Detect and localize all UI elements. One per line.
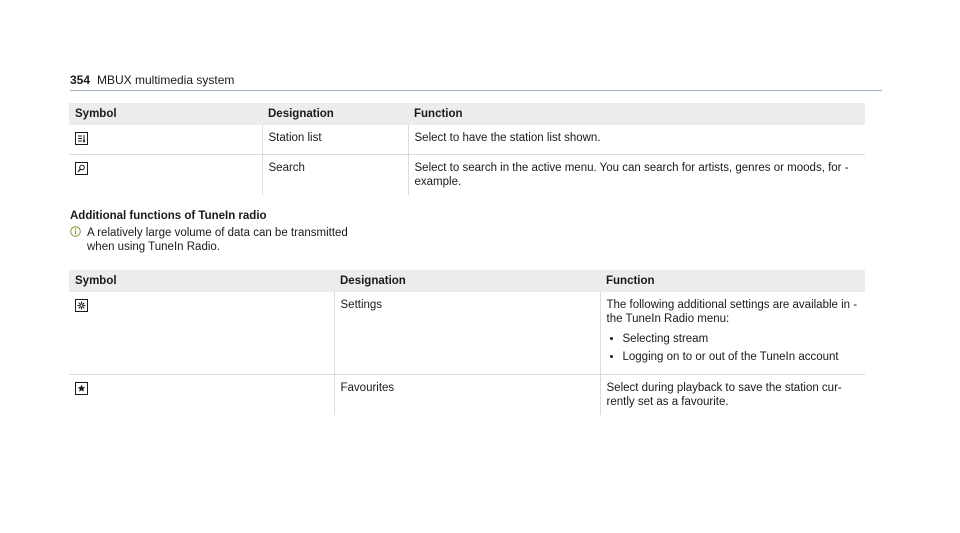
page-title: MBUX multimedia system [97, 73, 235, 87]
page-header [70, 72, 882, 91]
symbols-table-2 [69, 270, 865, 415]
section-title: Additional functions of TuneIn radio [70, 210, 267, 222]
designation-cell: Settings [334, 292, 600, 375]
function-cell: Select to have the station list shown. [408, 125, 865, 154]
column-header: Function [408, 103, 865, 125]
function-text: The following additional settings are available in the TuneIn Radio menu: [606, 299, 858, 325]
function-cell [600, 292, 865, 375]
table-row [69, 125, 865, 154]
list-item: • Selecting stream [623, 332, 860, 346]
note-text: A relatively large volume of data can be transmitted when using TuneIn Radio. [87, 227, 348, 253]
page-number: 354 [70, 73, 91, 87]
settings-icon [75, 299, 88, 312]
symbol-cell [69, 125, 262, 154]
column-header: Symbol [69, 103, 262, 125]
table-row [69, 375, 865, 416]
table-header-row [69, 103, 865, 125]
column-header: Function [600, 270, 865, 292]
bullet-list [607, 332, 860, 364]
designation-cell: Favourites [334, 375, 600, 416]
symbol-cell [69, 154, 262, 195]
symbols-table-1 [69, 103, 865, 195]
symbol-cell [69, 375, 334, 416]
list-item: • Logging on to or out of the TuneIn account [623, 350, 860, 364]
column-header: Symbol [69, 270, 334, 292]
table-header-row [69, 270, 865, 292]
designation-cell: Search [262, 154, 408, 195]
function-cell: Select to search in the active menu. You can search for artists, genres or moods, for example. [414, 161, 849, 188]
table-row [69, 154, 865, 195]
table-row [69, 292, 865, 375]
designation-cell: Station list [262, 125, 408, 154]
column-header: Designation [334, 270, 600, 292]
search-icon [75, 162, 88, 175]
symbol-cell [69, 292, 334, 375]
function-cell: Select during playback to save the station currently set as a favourite. [606, 382, 842, 408]
column-header: Designation [262, 103, 408, 125]
station-list-icon [75, 132, 88, 145]
star-icon [75, 382, 88, 395]
info-icon [70, 226, 81, 237]
